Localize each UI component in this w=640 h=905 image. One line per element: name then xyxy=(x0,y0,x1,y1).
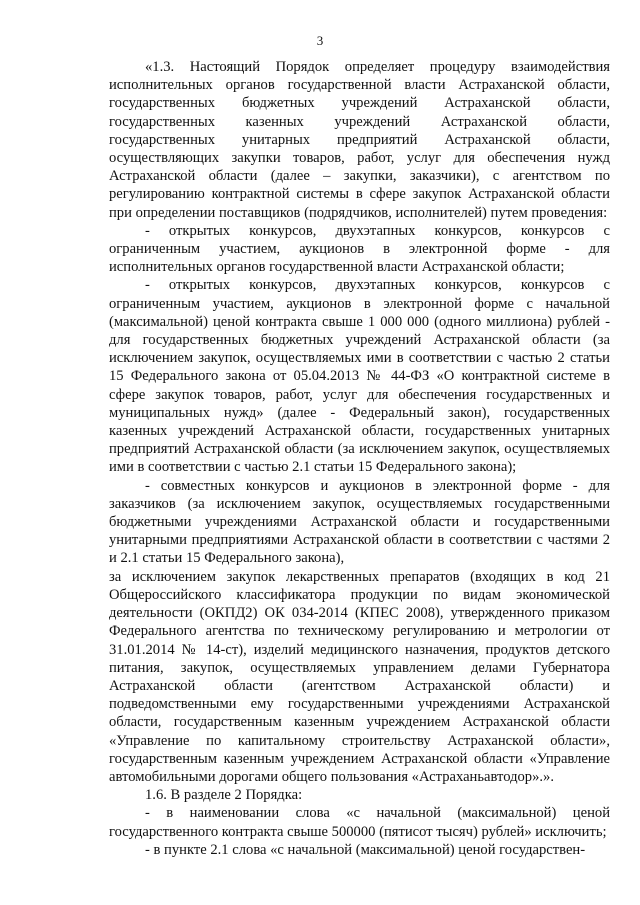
paragraph-1-6: 1.6. В разделе 2 Порядка: xyxy=(145,787,303,804)
paragraph-2-1-change: - в пункте 2.1 слова «с начальной (максимальной) ценой государствен- xyxy=(145,841,586,858)
page-number: 3 xyxy=(316,33,324,48)
paragraph-exceptions: за исключением закупок лекарственных препаратов (входящих в код 21 Общероссийского классификатора продукции по видам экономической деятельности (ОКПД2) ОК 034-2014 (КПЕС 2008), утвержденного приказом Федерального агентства по техническому регулированию и метрологии от 31.01.2014 № 14-ст), изделий медицинского назначения, продуктов детского питания, закупок, осуществляемых управлением делами Губернатора Астраханской области (агентством Астраханской области) и подведомственными ему государственными учреждениями Астраханской области, государственным казенным учреждением Астраханской области «Управление по капитальному строительству Астраханской области», государственным казенным учреждением Астраханской области «Управление автомобильными дорогами общего пользования «Астраханьавтодор».». xyxy=(109,568,610,785)
paragraph-executive-bodies: - открытых конкурсов, двухэтапных конкурсов, конкурсов с ограниченным участием, аукционов в электронной форме - для исполнительных органов государственной власти Астраханской области; xyxy=(109,222,610,276)
paragraph-joint-tenders: - совместных конкурсов и аукционов в электронной форме - для заказчиков (за исключением закупок, осуществляемых государственными бюджетными учреждениями Астраханской области и государственными унитарными предприятиями Астраханской области в соответствии с частями 2 и 2.1 статьи 15 Федерального закона), xyxy=(109,477,610,567)
paragraph-budget-institutions: - открытых конкурсов, двухэтапных конкурсов, конкурсов с ограниченным участием, аукционов в электронной форме с начальной (максимальной) ценой контракта свыше 1 000 000 (одного миллиона) рублей - для государственных бюджетных учреждений Астраханской области (за исключением закупок, осуществляемых ими в соответствии с частью 2 статьи 15 Федерального закона от 05.04.2013 № 44-ФЗ «О контрактной системе в сфере закупок товаров, работ, услуг для обеспечения государственных и муниципальных нужд» (далее - Федеральный закон), государственных казенных учреждений Астраханской области, государственных унитарных предприятий Астраханской области (за исключением закупок, осуществляемых ими в соответствии с частью 2.1 статьи 15 Федерального закона); xyxy=(109,277,610,476)
paragraph-1-3: «1.3. Настоящий Порядок определяет процедуру взаимодействия исполнительных органов государственной власти Астраханской области, государственных бюджетных учреждений Астраханской области, государственных казенных учреждений Астраханской области, государственных унитарных предприятий Астраханской области, осуществляющих закупки товаров, работ, услуг для обеспечения нужд Астраханской области (далее – закупки, заказчики), с агентством по регулированию контрактной системы в сфере закупок Астраханской области при определении поставщиков (подрядчиков, исполнителей) путем проведения: xyxy=(109,59,610,221)
paragraph-title-change: - в наименовании слова «с начальной (максимальной) ценой государственного контракта свыше 500000 (пятисот тысяч) рублей» исключить; xyxy=(109,805,610,840)
document-body xyxy=(109,58,610,859)
